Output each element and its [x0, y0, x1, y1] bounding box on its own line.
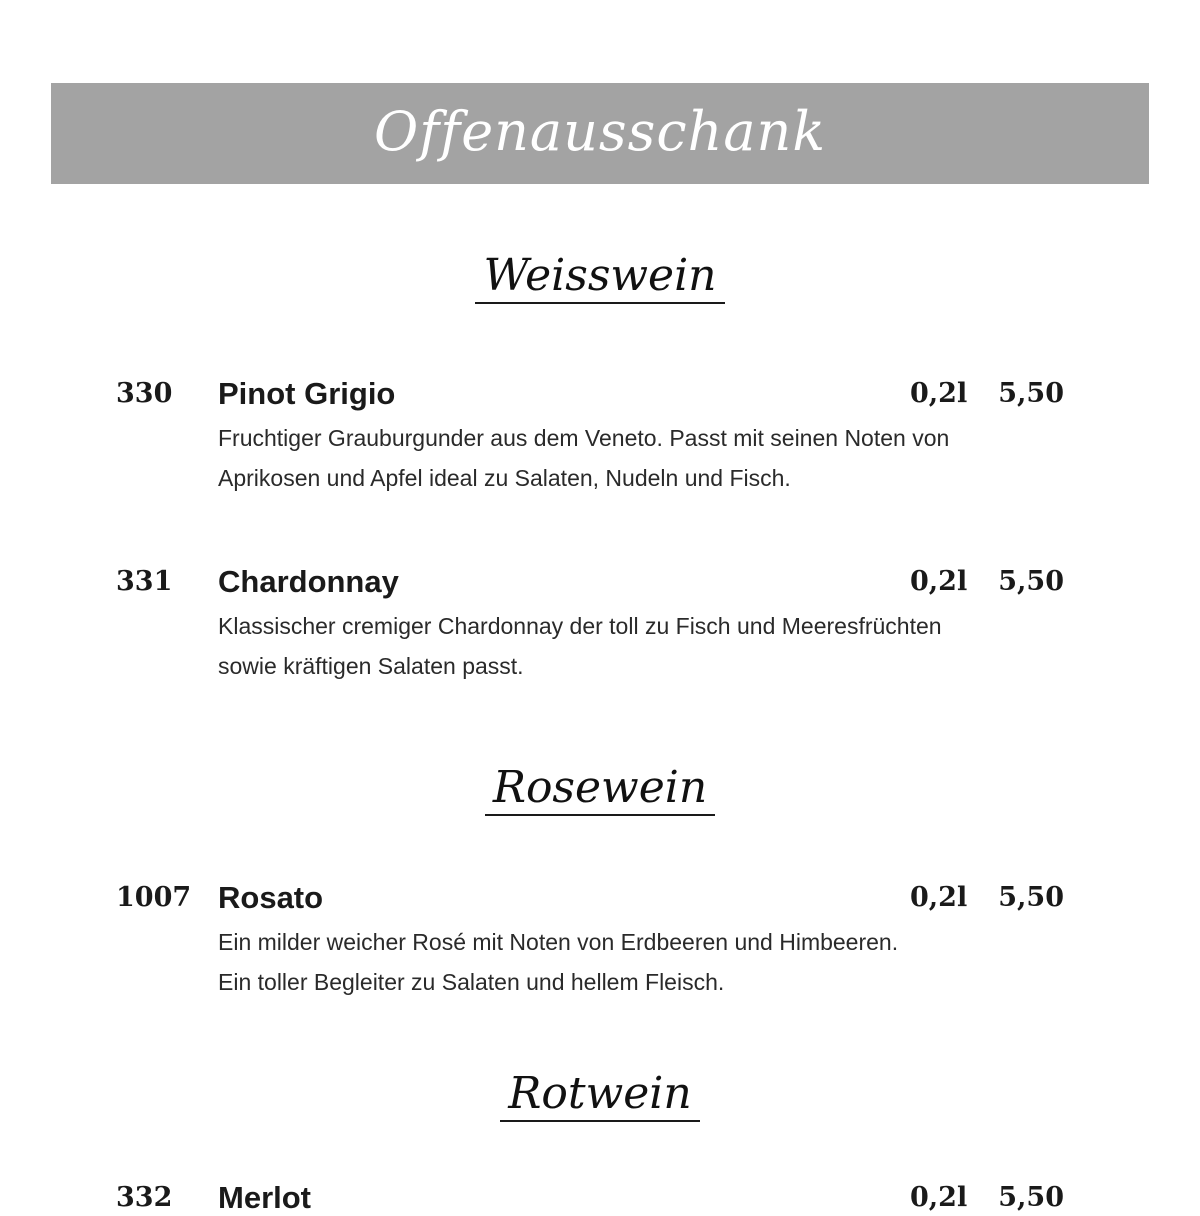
section-heading-rotwein	[0, 1070, 1200, 1122]
menu-item	[0, 376, 1200, 491]
item-name: Pinot Grigio	[218, 376, 396, 411]
item-price: 5,50	[998, 378, 1064, 409]
item-volume: 0,2l	[910, 566, 968, 597]
section-heading-label: Rotwein	[500, 1070, 699, 1122]
menu-item	[0, 564, 1200, 679]
section-heading-label: Rosewein	[485, 764, 715, 816]
description-line: Ein milder weicher Rosé mit Noten von Erdbeeren und Himbeeren.	[218, 929, 899, 955]
item-description	[218, 418, 1078, 498]
item-description	[218, 606, 1078, 686]
item-name: Rosato	[218, 880, 324, 915]
item-volume: 0,2l	[910, 1182, 968, 1213]
description-line: sowie kräftigen Salaten passt.	[218, 653, 524, 679]
menu-item	[0, 1180, 1200, 1216]
description-line: Ein toller Begleiter zu Salaten und hellem Fleisch.	[218, 969, 725, 995]
item-price: 5,50	[998, 1182, 1064, 1213]
section-heading-label: Weisswein	[475, 252, 724, 304]
item-number: 1007	[116, 882, 192, 913]
item-number: 332	[116, 1182, 173, 1213]
item-price: 5,50	[998, 566, 1064, 597]
item-name: Chardonnay	[218, 564, 399, 599]
description-line: Aprikosen und Apfel ideal zu Salaten, Nudeln und Fisch.	[218, 465, 791, 491]
item-description	[218, 922, 1078, 1002]
page-title: Offenausschank	[373, 99, 827, 163]
section-heading-weisswein	[0, 252, 1200, 304]
item-volume: 0,2l	[910, 882, 968, 913]
item-volume: 0,2l	[910, 378, 968, 409]
item-name: Merlot	[218, 1180, 311, 1215]
description-line: Klassischer cremiger Chardonnay der toll zu Fisch und Meeresfrüchten	[218, 613, 942, 639]
section-heading-rosewein	[0, 764, 1200, 816]
item-price: 5,50	[998, 882, 1064, 913]
item-number: 330	[116, 378, 173, 409]
header-banner	[51, 83, 1149, 184]
item-number: 331	[116, 566, 173, 597]
description-line: Fruchtiger Grauburgunder aus dem Veneto. Passt mit seinen Noten von	[218, 425, 950, 451]
menu-item	[0, 880, 1200, 995]
